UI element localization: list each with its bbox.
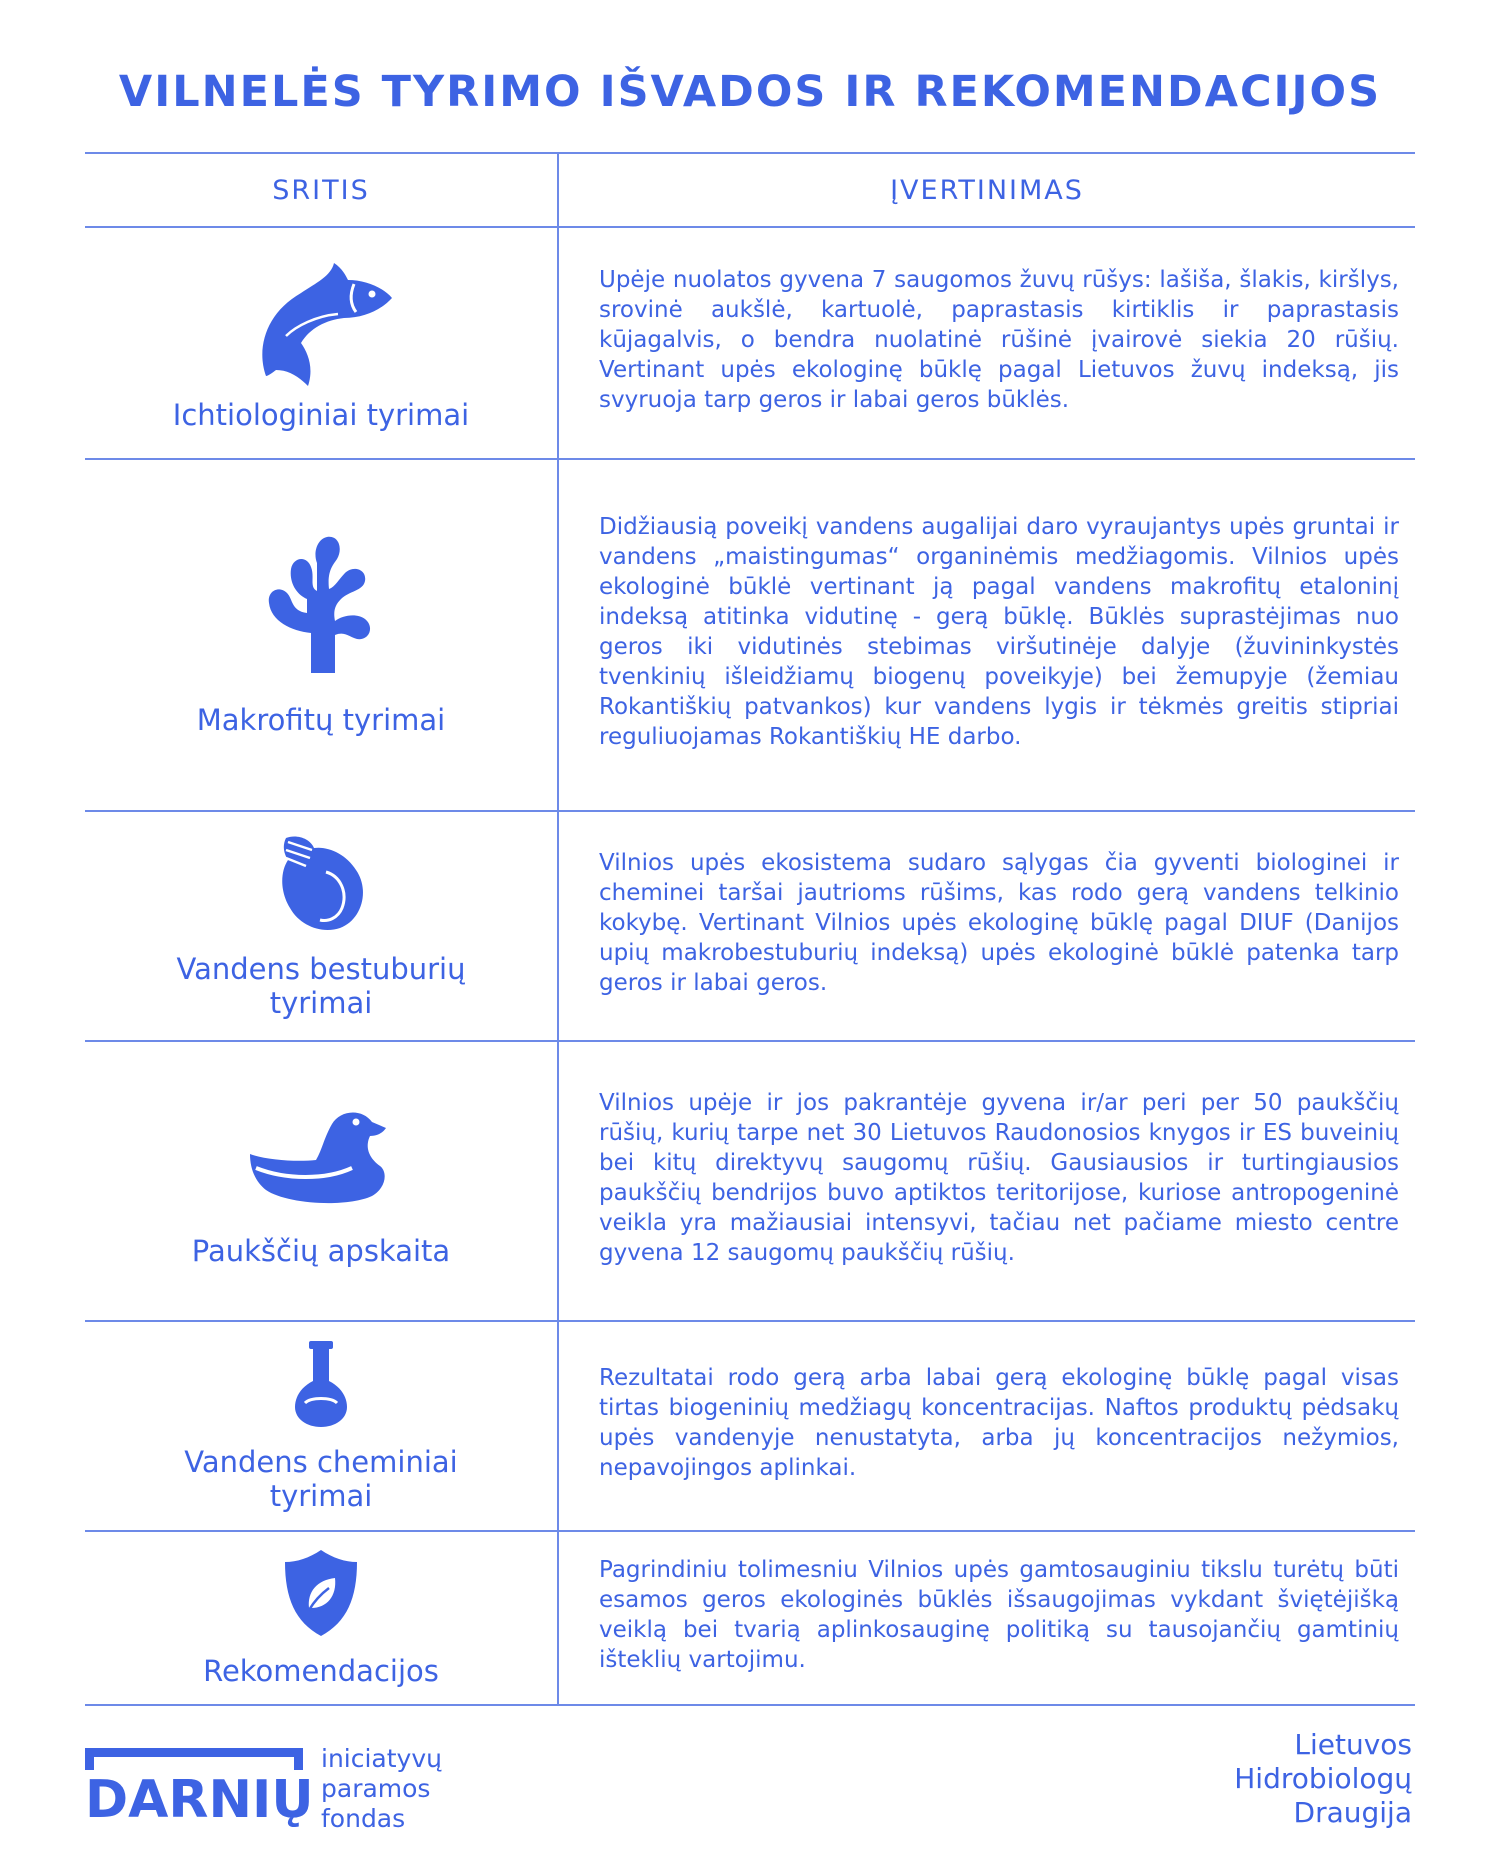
findings-table (85, 152, 1415, 1706)
hydrobiology-society-name (1234, 1728, 1412, 1830)
assessment-text: Vilnios upėje ir jos pakrantėje gyvena ir/ar peri per 50 paukščių rūšių, kurių tarpe net 30 Lietuvos Raudonosios knygos ir ES buveinių bei kitų direktyvų saugomų rūšių. Gausiausios ir turtingiausios paukščių bendrijos buvo aptiktos teritorijose, kuriose antropogeninė veikla yra mažiausiai intensyvi, tačiau net pačiame miesto centre gyvena 12 saugomų paukščių rūšių. (599, 1090, 1399, 1266)
logo-side-line: fondas (321, 1804, 406, 1833)
assessment-cell (559, 1532, 1415, 1704)
area-label: Vandens bestuburių tyrimai (176, 952, 466, 1020)
header-area: SRITIS (85, 154, 559, 226)
logo-word: DARNIŲ (85, 1770, 314, 1830)
coral-icon (261, 533, 381, 673)
logo-side-line: iniciatyvų (321, 1744, 442, 1773)
flask-icon (291, 1339, 351, 1429)
table-row (85, 1322, 1415, 1532)
area-label: Paukščių apskaita (191, 1234, 451, 1268)
area-label: Ichtiologiniai tyrimai (172, 398, 470, 432)
logo-side-text (321, 1744, 442, 1834)
area-cell (85, 1532, 559, 1704)
duck-icon (246, 1104, 396, 1204)
header-assessment: ĮVERTINIMAS (890, 174, 1084, 206)
area-cell (85, 1322, 559, 1530)
table-row (85, 228, 1415, 460)
society-line: Draugija (1293, 1796, 1412, 1829)
assessment-text: Rezultatai rodo gerą arba labai gerą ekologinę būklę pagal visas tirtas biogeninių medžiagų koncentracijas. Naftos produktų pėdsakų upės vandenyje nenustatyta, arba jų koncentracijos nežymios, nepavojingos aplinkai. (599, 1365, 1399, 1481)
logo-side-line: paramos (321, 1774, 431, 1803)
area-cell (85, 460, 559, 810)
table-row (85, 1042, 1415, 1322)
darniu-logo (85, 1744, 465, 1838)
area-cell (85, 812, 559, 1040)
assessment-text: Pagrindiniu tolimesniu Vilnios upės gamtosauginiu tikslu turėtų būti esamos geros ekologinės būklės išsaugojimas vykdant šviętėjišką veiklą bei tvarią aplinkosauginę politiką su tausojančių gamtinių išteklių vartojimu. (599, 1557, 1399, 1673)
area-label: Rekomendacijos (203, 1654, 439, 1688)
logo-tick-left (85, 1748, 94, 1770)
fish-icon (246, 258, 396, 388)
society-line: Lietuvos (1294, 1728, 1412, 1761)
society-line: Hidrobiologų (1234, 1762, 1412, 1795)
area-label: Vandens cheminiai tyrimai (184, 1445, 458, 1513)
area-cell (85, 1042, 559, 1320)
assessment-text: Didžiausią poveikį vandens augalijai daro vyraujantys upės gruntai ir vandens „maistingumas“ organinėmis medžiagomis. Vilnios upės ekologinė būklė vertinant ją pagal vandens makrofitų etaloninį indeksą atitinka vidutinę - gerą būklę. Būklės suprastėjimas nuo geros iki vidutinės stebimas viršutinėje dalyje (žuvininkystės tvenkinių išleidžiamų biogenų poveikyje) bei žemupyje (žemiau Rokantiškių patvankos) kur vandens lygis ir tėkmės greitis stipriai reguliuojamas Rokantiškių HE darbo. (599, 514, 1399, 750)
assessment-cell (559, 460, 1415, 810)
assessment-cell (559, 228, 1415, 458)
assessment-text: Vilnios upės ekosistema sudaro sąlygas čia gyventi biologinei ir cheminei taršai jautrioms rūšims, kas rodo gerą vandens telkinio kokybę. Vertinant Vilnios upės ekologinę būklę pagal DIUF (Danijos upių makrobestuburių indeksą) upės ekologinė būklė patenka tarp geros ir labai geros. (599, 850, 1399, 996)
table-row (85, 812, 1415, 1042)
assessment-cell (559, 1322, 1415, 1530)
assessment-cell (559, 812, 1415, 1040)
shell-icon (266, 832, 376, 932)
logo-bar (85, 1748, 303, 1757)
area-cell (85, 228, 559, 458)
area-label: Makrofitų tyrimai (196, 703, 446, 737)
logo-tick-right (294, 1748, 303, 1770)
shield-leaf-icon (281, 1548, 361, 1638)
assessment-text: Upėje nuolatos gyvena 7 saugomos žuvų rūšys: lašiša, šlakis, kiršlys, srovinė aukšlė, kartuolė, paprastasis kirtiklis ir paprastasis kūjagalvis, o bendra nuolatinė rūšinė įvairovė siekia 20 rūšių. Vertinant upės ekologinę būklę pagal Lietuvos žuvų indeksą, jis svyruoja tarp geros ir labai geros būklės. (599, 267, 1399, 413)
table-row (85, 460, 1415, 812)
table-row (85, 1532, 1415, 1706)
assessment-cell (559, 1042, 1415, 1320)
table-header (85, 154, 1415, 228)
page-title: VILNELĖS TYRIMO IŠVADOS IR REKOMENDACIJOS (118, 67, 1382, 117)
